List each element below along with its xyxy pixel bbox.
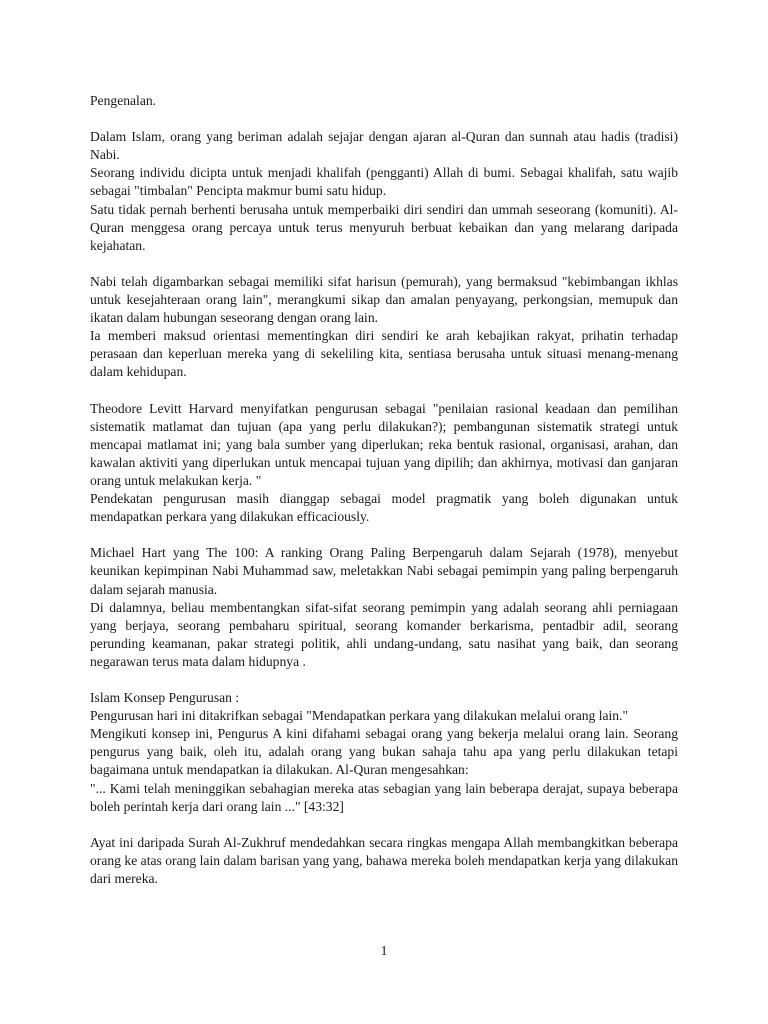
paragraph: Ayat ini daripada Surah Al-Zukhruf mendedahkan secara ringkas mengapa Allah membangkitkan beberapa orang ke atas orang lain dalam barisan yang yang, bahawa mereka boleh mendapatkan kerja yang dilakukan dari mereka. — [90, 834, 678, 887]
paragraph: Satu tidak pernah berhenti berusaha untuk memperbaiki diri sendiri dan ummah seseorang (komuniti). Al-Quran menggesa orang percaya untuk terus menyuruh berbuat kebaikan dan yang melarang daripada kejahatan. — [90, 201, 678, 253]
paragraph: Mengikuti konsep ini, Pengurus A kini difahami sebagai orang yang bekerja melalui orang lain. Seorang pengurus yang baik, oleh itu, adalah orang yang bukan sahaja tahu apa yang perlu dilakukan tetapi bagaimana untuk mendapatkan ia dilakukan. Al-Quran mengesahkan: — [90, 726, 678, 778]
paragraph: Dalam Islam, orang yang beriman adalah sejajar dengan ajaran al-Quran dan sunnah atau hadis (tradisi) Nabi. — [90, 129, 678, 163]
paragraph: Di dalamnya, beliau membentangkan sifat-sifat seorang pemimpin yang adalah seorang ahli perniagaan yang berjaya, seorang pembaharu spiritual, seorang komander berkarisma, pentadbir adil, seorang perunding keamanan, pakar strategi politik, ahli undang-undang, satu nasihat yang baik, dan seorang negarawan terus mata dalam hidupnya . — [90, 599, 678, 669]
paragraph: Seorang individu dicipta untuk menjadi khalifah (pengganti) Allah di bumi. Sebagai khalifah, satu wajib sebagai "timbalan" Pencipta makmur bumi satu hidup. — [90, 165, 678, 199]
quran-quote: "... Kami telah meninggikan sebahagian mereka atas sebagian yang lain beberapa derajat, supaya beberapa boleh perintah kerja dari orang lain ..." [43:32] — [90, 780, 678, 814]
paragraph: Pendekatan pengurusan masih dianggap sebagai model pragmatik yang boleh digunakan untuk mendapatkan perkara yang dilakukan efficaciously. — [90, 491, 678, 525]
paragraph-gap — [90, 816, 678, 834]
paragraph-gap — [90, 110, 678, 128]
document-body — [90, 92, 678, 888]
paragraph-gap — [90, 255, 678, 273]
page-number: 1 — [380, 943, 388, 958]
paragraph: Ia memberi maksud orientasi mementingkan diri sendiri ke arah kebajikan rakyat, prihatin terhadap perasaan dan keperluan mereka yang di sekeliling kita, sentiasa berusaha untuk situasi menang-menang dalam kehidupan. — [90, 328, 678, 380]
paragraph-gap — [90, 382, 678, 400]
paragraph: Nabi telah digambarkan sebagai memiliki sifat harisun (pemurah), yang bermaksud "kebimbangan ikhlas untuk kesejahteraan orang lain", merangkumi sikap dan amalan penyayang, perkongsian, memupuk dan ikatan dalam hubungan seseorang dengan orang lain. — [90, 273, 678, 326]
paragraph-gap — [90, 671, 678, 689]
paragraph: Michael Hart yang The 100: A ranking Orang Paling Berpengaruh dalam Sejarah (1978), menyebut keunikan kepimpinan Nabi Muhammad saw, meletakkan Nabi sebagai pemimpin yang paling berpengaruh dalam sejarah manusia. — [90, 545, 678, 597]
section-heading-management-concept: Islam Konsep Pengurusan : — [90, 690, 240, 706]
paragraph-gap — [90, 526, 678, 544]
paragraph: Pengurusan hari ini ditakrifkan sebagai "Mendapatkan perkara yang dilakukan melalui orang lain." — [90, 708, 629, 724]
paragraph: Theodore Levitt Harvard menyifatkan pengurusan sebagai "penilaian rasional keadaan dan pemilihan sistematik matlamat dan tujuan (apa yang perlu dilakukan?); pembangunan sistematik strategi untuk mencapai matlamat ini; yang bala sumber yang diperlukan; reka bentuk rasional, organisasi, arahan, dan kawalan aktiviti yang diperlukan untuk mencapai tujuan yang dipilih; dan akhirnya, motivasi dan ganjaran orang untuk melakukan kerja. " — [90, 400, 678, 488]
section-heading-introduction: Pengenalan. — [90, 93, 157, 108]
